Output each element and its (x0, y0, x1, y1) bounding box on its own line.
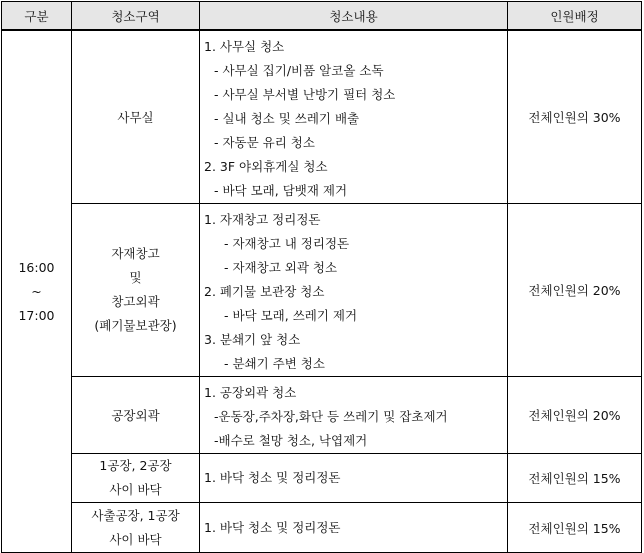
time-end: 17:00 (18, 307, 55, 323)
area-cell (72, 454, 200, 503)
area-label: 사출공장, 1공장 (91, 507, 180, 523)
staffing-value: 전체인원의 15% (528, 471, 621, 486)
header-area: 청소구역 (72, 2, 200, 31)
content-cell (200, 377, 508, 454)
content-line: - 사무실 부서별 난방기 필터 청소 (214, 87, 396, 102)
content-line: 1. 공장외곽 청소 (204, 385, 297, 400)
content-cell (200, 503, 508, 553)
area-cell (72, 377, 200, 454)
content-line: - 자재창고 내 정리정돈 (224, 236, 350, 251)
content-line: - 바닥 모래, 쓰레기 제거 (224, 308, 358, 323)
content-line: 2. 3F 야외휴게실 청소 (204, 159, 328, 174)
content-line: - 자동문 유리 청소 (214, 135, 315, 150)
area-label: 1공장, 2공장 (99, 458, 172, 473)
table-row (2, 204, 642, 377)
staffing-value: 전체인원의 15% (528, 520, 621, 536)
area-label: 및 (129, 270, 142, 285)
area-label: (폐기물보관장) (94, 318, 177, 333)
content-line: -운동장,주차장,화단 등 쓰레기 및 잡초제거 (214, 409, 448, 424)
table-row (2, 454, 642, 503)
content-cell (200, 30, 508, 204)
time-slot-cell (2, 30, 72, 553)
cleaning-schedule-table (1, 1, 642, 553)
table-row (2, 503, 642, 553)
content-line: - 사무실 집기/비품 알코올 소독 (214, 63, 384, 78)
content-line: 1. 자재창고 정리정돈 (204, 212, 321, 227)
header-category: 구분 (2, 2, 72, 31)
staffing-cell (508, 204, 642, 377)
content-line: - 자재창고 외곽 청소 (224, 260, 338, 275)
staffing-cell (508, 30, 642, 204)
area-label: 사이 바닥 (109, 531, 162, 547)
time-start: 16:00 (18, 259, 55, 275)
staffing-cell (508, 377, 642, 454)
header-content: 청소내용 (200, 2, 508, 31)
content-cell (200, 454, 508, 503)
content-line: 2. 폐기물 보관장 청소 (204, 284, 325, 299)
content-line: -배수로 철망 청소, 낙엽제거 (214, 433, 368, 448)
content-cell (200, 204, 508, 377)
content-line: 3. 분쇄기 앞 청소 (204, 332, 301, 347)
staffing-value: 전체인원의 20% (528, 283, 621, 298)
area-label: 사이 바닥 (109, 482, 162, 497)
area-label: 사무실 (117, 110, 154, 125)
area-cell (72, 503, 200, 553)
time-separator: ~ (31, 283, 42, 299)
area-cell (72, 30, 200, 204)
content-line: 1. 사무실 청소 (204, 39, 285, 54)
content-line: - 실내 청소 및 쓰레기 배출 (214, 111, 360, 126)
staffing-cell (508, 454, 642, 503)
content-line: - 분쇄기 주변 청소 (224, 356, 325, 371)
content-line: 1. 바닥 청소 및 정리정돈 (204, 519, 341, 535)
area-label: 자재창고 (111, 246, 160, 261)
area-label: 창고외곽 (111, 294, 160, 309)
staffing-value: 전체인원의 20% (528, 408, 621, 423)
staffing-cell (508, 503, 642, 553)
area-cell (72, 204, 200, 377)
table-row (2, 377, 642, 454)
content-line: 1. 바닥 청소 및 정리정돈 (204, 470, 341, 485)
content-line: - 바닥 모래, 담뱃재 제거 (214, 183, 348, 198)
staffing-value: 전체인원의 30% (528, 110, 621, 125)
header-staffing: 인원배정 (508, 2, 642, 31)
area-label: 공장외곽 (111, 408, 160, 423)
table-row (2, 30, 642, 204)
header-row (2, 2, 642, 31)
